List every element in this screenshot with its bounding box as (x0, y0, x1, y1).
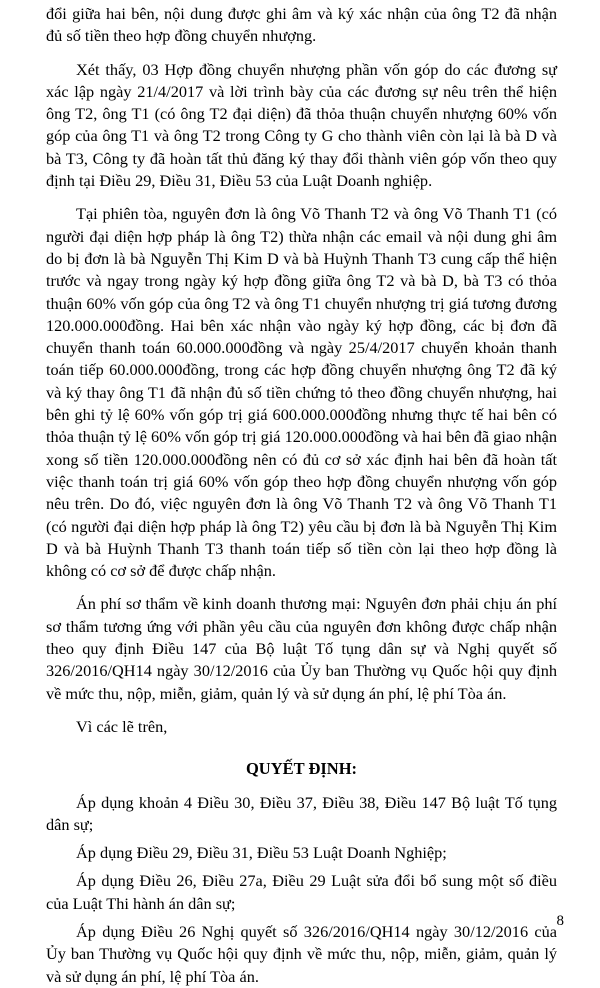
paragraph-apply-civil-procedure: Áp dụng khoản 4 Điều 30, Điều 37, Điều 38, Điều 147 Bộ luật Tố tụng dân sự; (46, 792, 557, 834)
paragraph-reasons: Vì các lẽ trên, (76, 716, 168, 736)
paragraph-court-fee: Án phí sơ thẩm về kinh doanh thương mại: Nguyên đơn phải chịu án phí sơ thẩm tương ứng với phần yêu cầu của nguyên đơn không được chấp nhận theo quy định Điều 147 của Bộ luật Tố tụng dân sự và Nghị quyết số 326/2016/QH14 ngày 30/12/2016 của Ủy ban Thường vụ Quốc hội quy định về mức thu, nộp, miễn, giảm, quản lý và sử dụng án phí, lệ phí Tòa án. (46, 594, 557, 703)
document-page (46, 3, 557, 988)
paragraph-contract-assessment: Xét thấy, 03 Hợp đồng chuyển nhượng phần vốn góp do các đương sự xác lập ngày 21/4/2017 và lời trình bày của các đương sự nêu trên thể hiện ông T2, ông T1 (có ông T2 đại diện) đã thỏa thuận chuyển nhượng 60% vốn góp của ông T1 và ông T2 trong Công ty G cho thành viên còn lại là bà D và bà T3, Công ty đã hoàn tất thủ đăng ký thay đổi thành viên góp vốn theo quy định tại Điều 29, Điều 31, Điều 53 của Luật Doanh nghiệp. (46, 59, 557, 191)
decision-heading: QUYẾT ĐỊNH: (245, 759, 358, 779)
paragraph-apply-enforcement-law: Áp dụng Điều 26, Điều 27a, Điều 29 Luật sửa đổi bổ sung một số điều của Luật Thi hành án dân sự; (46, 871, 557, 913)
paragraph-continuation: đổi giữa hai bên, nội dung được ghi âm và ký xác nhận của ông T2 đã nhận đủ số tiền theo hợp đồng chuyển nhượng. (46, 4, 557, 46)
paragraph-apply-enterprise-law: Áp dụng Điều 29, Điều 31, Điều 53 Luật Doanh Nghiệp; (76, 843, 447, 863)
page-number: 8 (556, 913, 564, 929)
paragraph-court-session: Tại phiên tòa, nguyên đơn là ông Võ Thanh T2 và ông Võ Thanh T1 (có người đại diện hợp pháp là ông T2) thừa nhận các email và nội dung ghi âm do bị đơn là bà Nguyễn Thị Kim D và bà Huỳnh Thanh T3 cung cấp thể hiện trước và ngay trong ngày ký hợp đồng giữa ông T2 và bà D, bà T3 có thỏa thuận 60% vốn góp của ông T2 và ông T1 chuyển nhượng trị giá tương đương 120.000.000đồng. Hai bên xác nhận vào ngày ký hợp đồng, các bị đơn đã chuyển thanh toán 60.000.000đồng và ngày 25/4/2017 chuyển khoản thanh toán tiếp 60.000.000đồng, trong các hợp đồng chuyển nhượng ông T2 đã ký và ký thay ông T1 đã nhận đủ số tiền chứng tỏ theo đồng chuyển nhượng, hai bên ghi tỷ lệ 60% vốn góp trị giá 600.000.000đồng nhưng thực tế hai bên có thỏa thuận tỷ lệ 60% vốn góp trị giá 120.000.000đồng và hai bên đã giao nhận xong số tiền 120.000.000đồng nên có đủ cơ sở xác định hai bên đã hoàn tất việc thanh toán trị giá 60% vốn góp theo hợp đồng chuyển nhượng vốn góp nêu trên. Do đó, việc nguyên đơn là ông Võ Thanh T2 và ông Võ Thanh T1 (có người đại diện hợp pháp là ông T2) yêu cầu bị đơn là bà Nguyễn Thị Kim D và bà Huỳnh Thanh T3 thanh toán tiếp số tiền còn lại theo hợp đồng là không có cơ sở để được chấp nhận. (46, 204, 557, 581)
paragraph-apply-resolution: Áp dụng Điều 26 Nghị quyết số 326/2016/QH14 ngày 30/12/2016 của Ủy ban Thường vụ Quốc hội quy định về mức thu, nộp, miễn, giảm, quản lý và sử dụng án phí, lệ phí Tòa án. (46, 921, 557, 986)
